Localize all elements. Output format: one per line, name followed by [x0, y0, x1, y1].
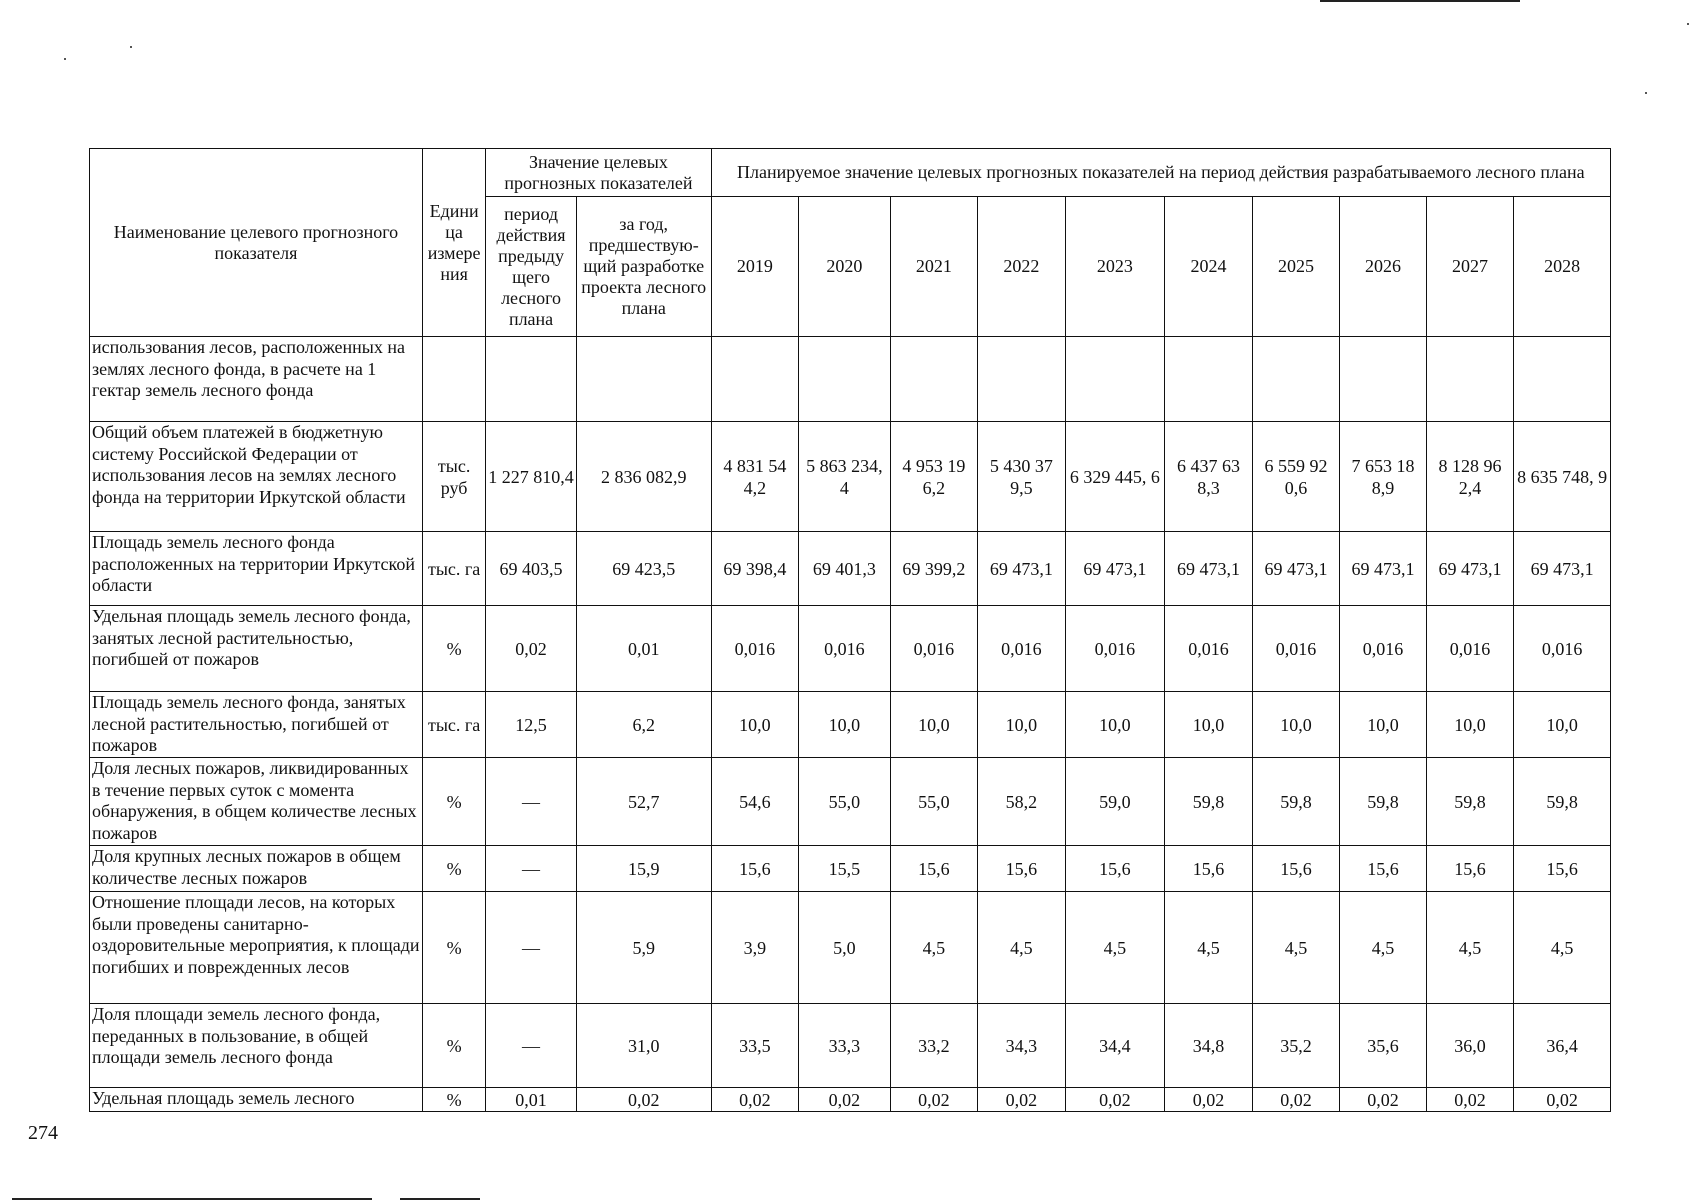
indicator-name: Удельная площадь земель лесного [90, 1088, 423, 1112]
year-value-cell: 58,2 [978, 758, 1066, 846]
table-row [90, 692, 1611, 758]
header-name: Наименование целевого прогнозного показателя [90, 149, 423, 337]
indicator-name: Доля крупных лесных пожаров в общем количестве лесных пожаров [90, 846, 423, 892]
year-value-cell: 4,5 [1165, 892, 1253, 1004]
year-value-cell: 15,6 [1065, 846, 1165, 892]
header-prev-year: за год, предшествую-щий разработке проекта лесного плана [576, 197, 711, 337]
year-value-cell: 4,5 [1426, 892, 1514, 1004]
header-year: 2020 [799, 197, 891, 337]
year-value-cell [1165, 337, 1253, 422]
unit-cell: % [422, 758, 485, 846]
prev-period-cell: 0,02 [486, 606, 577, 692]
prev-period-cell: — [486, 1004, 577, 1088]
year-value-cell: 35,6 [1340, 1004, 1427, 1088]
year-value-cell: 15,6 [711, 846, 799, 892]
header-year: 2028 [1514, 197, 1611, 337]
year-value-cell: 0,016 [799, 606, 891, 692]
prev-period-cell: 0,01 [486, 1088, 577, 1112]
year-value-cell: 15,6 [1252, 846, 1340, 892]
year-value-cell [799, 337, 891, 422]
year-value-cell: 0,016 [711, 606, 799, 692]
year-value-cell: 36,4 [1514, 1004, 1611, 1088]
year-value-cell: 34,8 [1165, 1004, 1253, 1088]
year-value-cell: 15,5 [799, 846, 891, 892]
year-value-cell [1426, 337, 1514, 422]
unit-cell: % [422, 1088, 485, 1112]
prev-year-cell: 31,0 [576, 1004, 711, 1088]
year-value-cell: 59,8 [1426, 758, 1514, 846]
year-value-cell: 15,6 [890, 846, 978, 892]
table-row [90, 892, 1611, 1004]
prev-period-cell: 69 403,5 [486, 532, 577, 606]
year-value-cell: 10,0 [890, 692, 978, 758]
year-value-cell: 4,5 [978, 892, 1066, 1004]
scan-speck [1645, 92, 1647, 94]
year-value-cell [890, 337, 978, 422]
prev-year-cell: 0,01 [576, 606, 711, 692]
header-year: 2021 [890, 197, 978, 337]
year-value-cell: 8 128 96 2,4 [1426, 422, 1514, 532]
indicator-name: Площадь земель лесного фонда расположенных на территории Иркутской области [90, 532, 423, 606]
year-value-cell: 4 953 19 6,2 [890, 422, 978, 532]
year-value-cell [1340, 337, 1427, 422]
year-value-cell: 4,5 [1252, 892, 1340, 1004]
prev-year-cell: 52,7 [576, 758, 711, 846]
prev-period-cell [486, 337, 577, 422]
header-unit: Едини ца измере ния [422, 149, 485, 337]
prev-year-cell: 6,2 [576, 692, 711, 758]
table-row [90, 337, 1611, 422]
year-value-cell [978, 337, 1066, 422]
year-value-cell: 5,0 [799, 892, 891, 1004]
year-value-cell: 4,5 [1340, 892, 1427, 1004]
year-value-cell: 69 399,2 [890, 532, 978, 606]
year-value-cell: 69 473,1 [1252, 532, 1340, 606]
year-value-cell: 6 559 92 0,6 [1252, 422, 1340, 532]
year-value-cell: 4,5 [1514, 892, 1611, 1004]
year-value-cell: 15,6 [1514, 846, 1611, 892]
table-row [90, 846, 1611, 892]
scan-speck [1687, 23, 1689, 25]
year-value-cell: 0,016 [1340, 606, 1427, 692]
prev-year-cell: 69 423,5 [576, 532, 711, 606]
year-value-cell: 0,02 [799, 1088, 891, 1112]
year-value-cell: 69 473,1 [1065, 532, 1165, 606]
year-value-cell [1065, 337, 1165, 422]
year-value-cell: 54,6 [711, 758, 799, 846]
year-value-cell: 55,0 [890, 758, 978, 846]
year-value-cell: 55,0 [799, 758, 891, 846]
year-value-cell: 0,016 [1514, 606, 1611, 692]
prev-period-cell: — [486, 892, 577, 1004]
year-value-cell [1252, 337, 1340, 422]
prev-period-cell: 12,5 [486, 692, 577, 758]
year-value-cell: 0,02 [1340, 1088, 1427, 1112]
unit-cell: тыс. руб [422, 422, 485, 532]
year-value-cell: 15,6 [1340, 846, 1427, 892]
year-value-cell: 7 653 18 8,9 [1340, 422, 1427, 532]
header-year: 2022 [978, 197, 1066, 337]
year-value-cell: 59,0 [1065, 758, 1165, 846]
header-year: 2024 [1165, 197, 1253, 337]
year-value-cell [1514, 337, 1611, 422]
header-current-values: Значение целевых прогнозных показателей [486, 149, 711, 197]
year-value-cell: 10,0 [1514, 692, 1611, 758]
indicator-name: Удельная площадь земель лесного фонда, занятых лесной растительностью, погибшей от пожаров [90, 606, 423, 692]
table-row [90, 1088, 1611, 1112]
year-value-cell: 4 831 54 4,2 [711, 422, 799, 532]
year-value-cell [711, 337, 799, 422]
year-value-cell: 33,2 [890, 1004, 978, 1088]
unit-cell: % [422, 606, 485, 692]
year-value-cell: 0,02 [1165, 1088, 1253, 1112]
indicator-name: Общий объем платежей в бюджетную систему Российской Федерации от использования лесов на землях лесного фонда на территории Иркутской области [90, 422, 423, 532]
scan-artifact-top [1320, 0, 1520, 2]
year-value-cell: 69 398,4 [711, 532, 799, 606]
year-value-cell: 69 473,1 [978, 532, 1066, 606]
year-value-cell: 35,2 [1252, 1004, 1340, 1088]
year-value-cell: 69 473,1 [1426, 532, 1514, 606]
year-value-cell: 0,02 [1065, 1088, 1165, 1112]
year-value-cell: 8 635 748, 9 [1514, 422, 1611, 532]
year-value-cell: 4,5 [890, 892, 978, 1004]
year-value-cell: 15,6 [1426, 846, 1514, 892]
table-row [90, 1004, 1611, 1088]
unit-cell [422, 337, 485, 422]
unit-cell: тыс. га [422, 692, 485, 758]
year-value-cell: 10,0 [1340, 692, 1427, 758]
year-value-cell: 0,016 [1252, 606, 1340, 692]
year-value-cell: 10,0 [1252, 692, 1340, 758]
table-row [90, 532, 1611, 606]
year-value-cell: 69 473,1 [1514, 532, 1611, 606]
year-value-cell: 10,0 [1065, 692, 1165, 758]
unit-cell: % [422, 892, 485, 1004]
forecast-table [89, 148, 1611, 1112]
year-value-cell: 0,02 [890, 1088, 978, 1112]
prev-year-cell [576, 337, 711, 422]
scan-speck [130, 46, 132, 48]
year-value-cell: 0,02 [1252, 1088, 1340, 1112]
year-value-cell: 0,02 [978, 1088, 1066, 1112]
year-value-cell: 34,4 [1065, 1004, 1165, 1088]
year-value-cell: 4,5 [1065, 892, 1165, 1004]
year-value-cell: 5 863 234, 4 [799, 422, 891, 532]
year-value-cell: 0,02 [1426, 1088, 1514, 1112]
year-value-cell: 0,016 [978, 606, 1066, 692]
prev-period-cell: — [486, 758, 577, 846]
year-value-cell: 3,9 [711, 892, 799, 1004]
year-value-cell: 59,8 [1252, 758, 1340, 846]
scan-speck [64, 58, 66, 60]
year-value-cell: 0,016 [1065, 606, 1165, 692]
prev-period-cell: 1 227 810,4 [486, 422, 577, 532]
indicator-name: Доля лесных пожаров, ликвидированных в течение первых суток с момента обнаружения, в общем количестве лесных пожаров [90, 758, 423, 846]
header-year: 2025 [1252, 197, 1340, 337]
unit-cell: % [422, 1004, 485, 1088]
year-value-cell: 0,02 [711, 1088, 799, 1112]
year-value-cell: 0,02 [1514, 1088, 1611, 1112]
year-value-cell: 6 329 445, 6 [1065, 422, 1165, 532]
year-value-cell: 15,6 [1165, 846, 1253, 892]
year-value-cell: 59,8 [1340, 758, 1427, 846]
page-number: 274 [28, 1122, 58, 1144]
year-value-cell: 33,3 [799, 1004, 891, 1088]
header-planned-values: Планируемое значение целевых прогнозных показателей на период действия разрабатываемого лесного плана [711, 149, 1610, 197]
unit-cell: тыс. га [422, 532, 485, 606]
year-value-cell: 5 430 37 9,5 [978, 422, 1066, 532]
year-value-cell: 59,8 [1514, 758, 1611, 846]
year-value-cell: 33,5 [711, 1004, 799, 1088]
prev-year-cell: 0,02 [576, 1088, 711, 1112]
indicator-name: Доля площади земель лесного фонда, переданных в пользование, в общей площади земель лесного фонда [90, 1004, 423, 1088]
table-row [90, 606, 1611, 692]
year-value-cell: 0,016 [1426, 606, 1514, 692]
year-value-cell: 10,0 [978, 692, 1066, 758]
year-value-cell: 69 473,1 [1165, 532, 1253, 606]
indicator-name: Отношение площади лесов, на которых были проведены санитарно-оздоровительные мероприятия, к площади погибших и поврежденных лесов [90, 892, 423, 1004]
year-value-cell: 34,3 [978, 1004, 1066, 1088]
year-value-cell: 69 401,3 [799, 532, 891, 606]
year-value-cell: 15,6 [978, 846, 1066, 892]
year-value-cell: 0,016 [1165, 606, 1253, 692]
header-prev-period: период действия предыду щего лесного плана [486, 197, 577, 337]
year-value-cell: 69 473,1 [1340, 532, 1427, 606]
year-value-cell: 10,0 [1426, 692, 1514, 758]
header-year: 2026 [1340, 197, 1427, 337]
unit-cell: % [422, 846, 485, 892]
header-year: 2023 [1065, 197, 1165, 337]
year-value-cell: 10,0 [799, 692, 891, 758]
prev-year-cell: 15,9 [576, 846, 711, 892]
prev-year-cell: 5,9 [576, 892, 711, 1004]
indicator-name: использования лесов, расположенных на землях лесного фонда, в расчете на 1 гектар земель лесного фонда [90, 337, 423, 422]
year-value-cell: 10,0 [711, 692, 799, 758]
table-row [90, 422, 1611, 532]
year-value-cell: 59,8 [1165, 758, 1253, 846]
prev-period-cell: — [486, 846, 577, 892]
header-year: 2019 [711, 197, 799, 337]
year-value-cell: 6 437 63 8,3 [1165, 422, 1253, 532]
year-value-cell: 36,0 [1426, 1004, 1514, 1088]
indicator-name: Площадь земель лесного фонда, занятых лесной растительностью, погибшей от пожаров [90, 692, 423, 758]
table-row [90, 758, 1611, 846]
year-value-cell: 0,016 [890, 606, 978, 692]
header-year: 2027 [1426, 197, 1514, 337]
year-value-cell: 10,0 [1165, 692, 1253, 758]
prev-year-cell: 2 836 082,9 [576, 422, 711, 532]
